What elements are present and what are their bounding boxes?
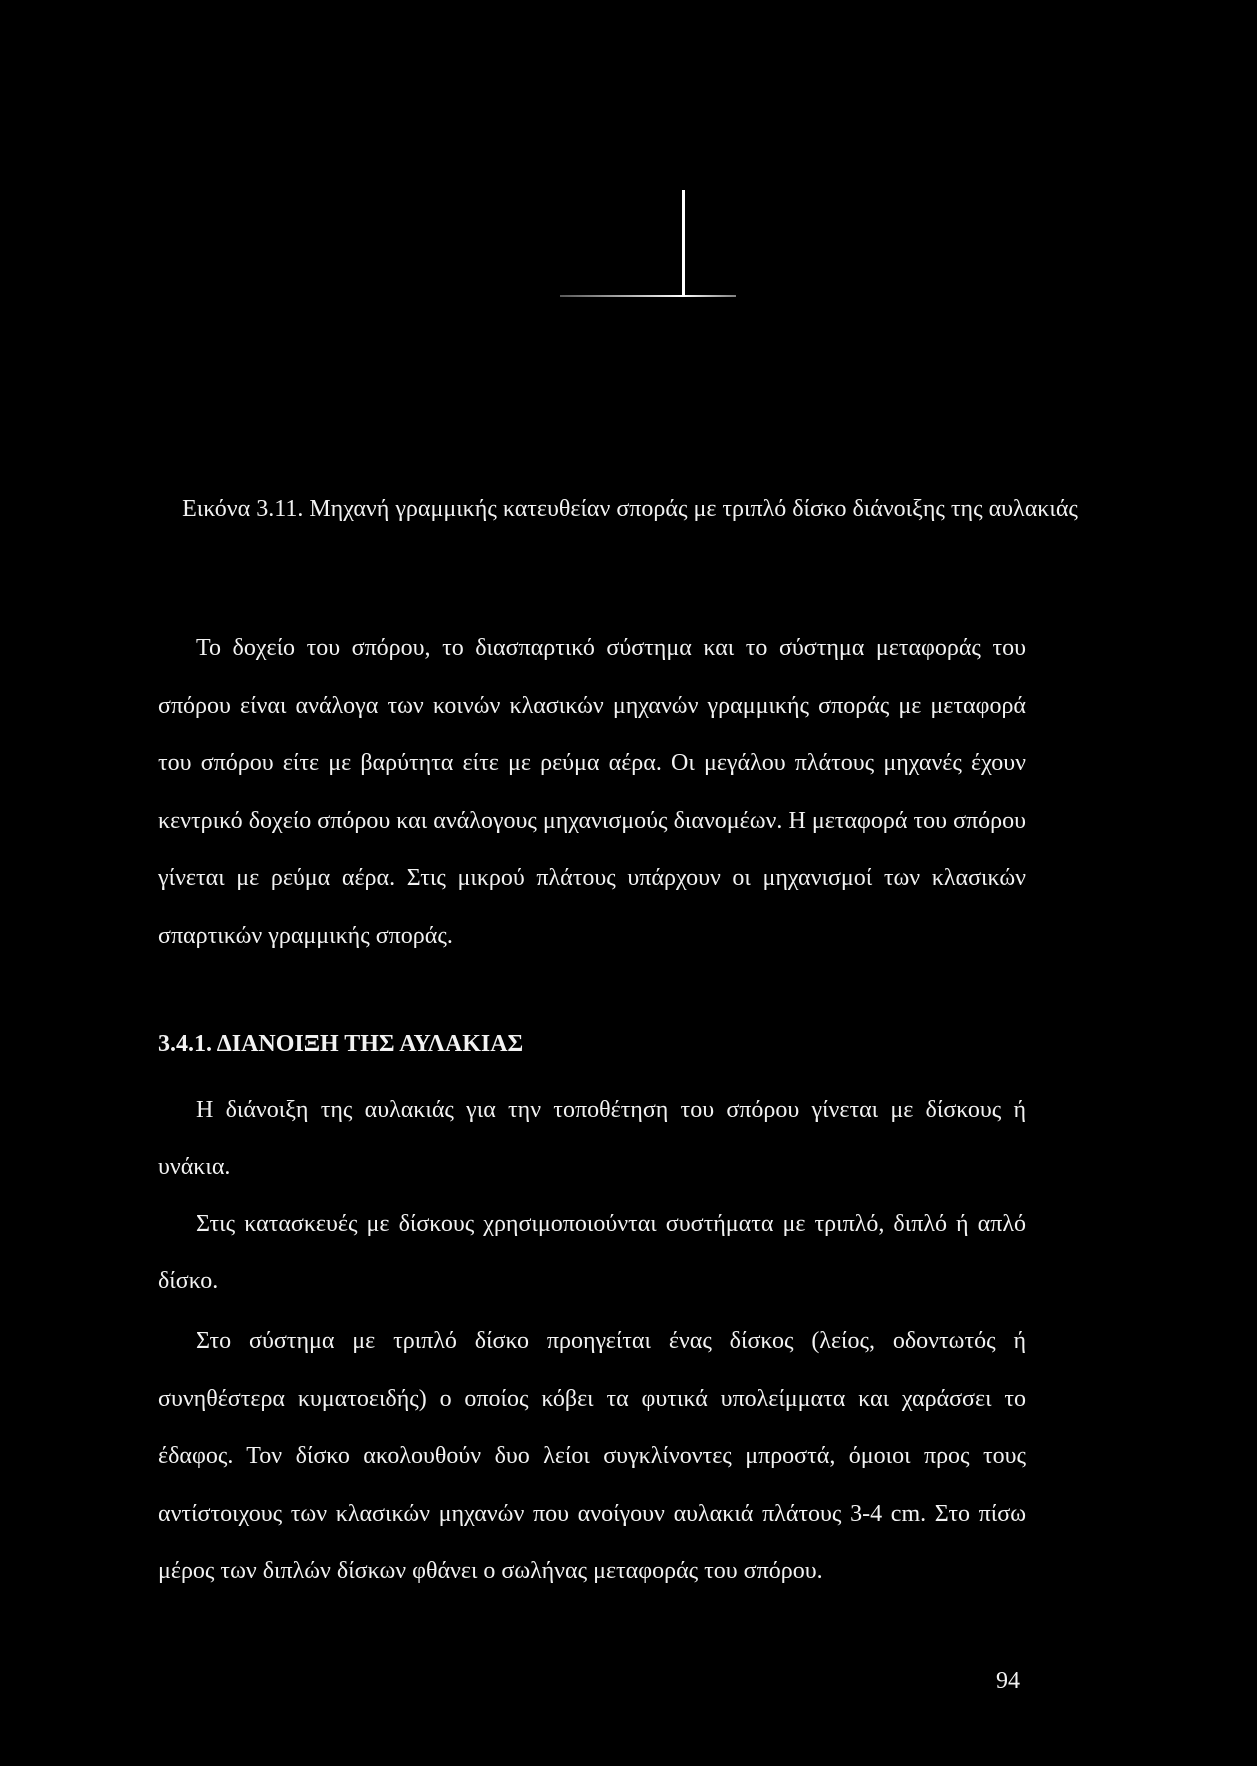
figure-baseline (560, 295, 736, 297)
figure-caption-text: Μηχανή γραμμικής κατευθείαν σποράς με τριπλό δίσκο διάνοιξης της αυλακιάς (309, 496, 1078, 522)
paragraph-disc-systems: Στις κατασκευές με δίσκους χρησιμοποιούνται συστήματα με τριπλό, διπλό ή απλό δίσκο. (158, 1211, 1026, 1294)
page-number: 94 (996, 1668, 1020, 1694)
paragraph-furrow-opening: Η διάνοιξη της αυλακιάς για την τοποθέτηση του σπόρου γίνεται με δίσκους ή υνάκια. (158, 1097, 1026, 1180)
section-number: 3.4.1. (158, 1031, 212, 1057)
figure-vertical-line (682, 190, 685, 296)
figure-caption-label: Εικόνα 3.11. (182, 496, 304, 522)
section-title: ΔΙΑΝΟΙΞΗ ΤΗΣ ΑΥΛΑΚΙΑΣ (216, 1031, 524, 1057)
section-heading (158, 1026, 523, 1062)
figure-remnant (560, 190, 740, 302)
paragraph-intro: Το δοχείο του σπόρου, το διασπαρτικό σύστημα και το σύστημα μεταφοράς του σπόρου είναι ανάλογα των κοινών κλασικών μηχανών γραμμικής σποράς με μεταφορά του σπόρου είτε με βαρύτητα είτε με ρεύμα αέρα. Οι μεγάλου πλάτους μηχανές έχουν κεντρικό δοχείο σπόρου και ανάλογους μηχανισμούς διανομέων. Η μεταφορά του σπόρου γίνεται με ρεύμα αέρα. Στις μικρού πλάτους υπάρχουν οι μηχανισμοί των κλασικών σπαρτικών γραμμικής σποράς. (158, 635, 1026, 949)
paragraph-triple-disc: Στο σύστημα με τριπλό δίσκο προηγείται ένας δίσκος (λείος, οδοντωτός ή συνηθέστερα κυματοειδής) ο οποίος κόβει τα φυτικά υπολείμματα και χαράσσει το έδαφος. Τον δίσκο ακολουθούν δυο λείοι συγκλίνοντες μπροστά, όμοιοι προς τους αντίστοιχους των κλασικών μηχανών που ανοίγουν αυλακιά πλάτους 3-4 cm. Στο πίσω μέρος των διπλών δίσκων φθάνει ο σωλήνας μεταφοράς του σπόρου. (158, 1328, 1026, 1584)
figure-caption (150, 490, 1110, 528)
